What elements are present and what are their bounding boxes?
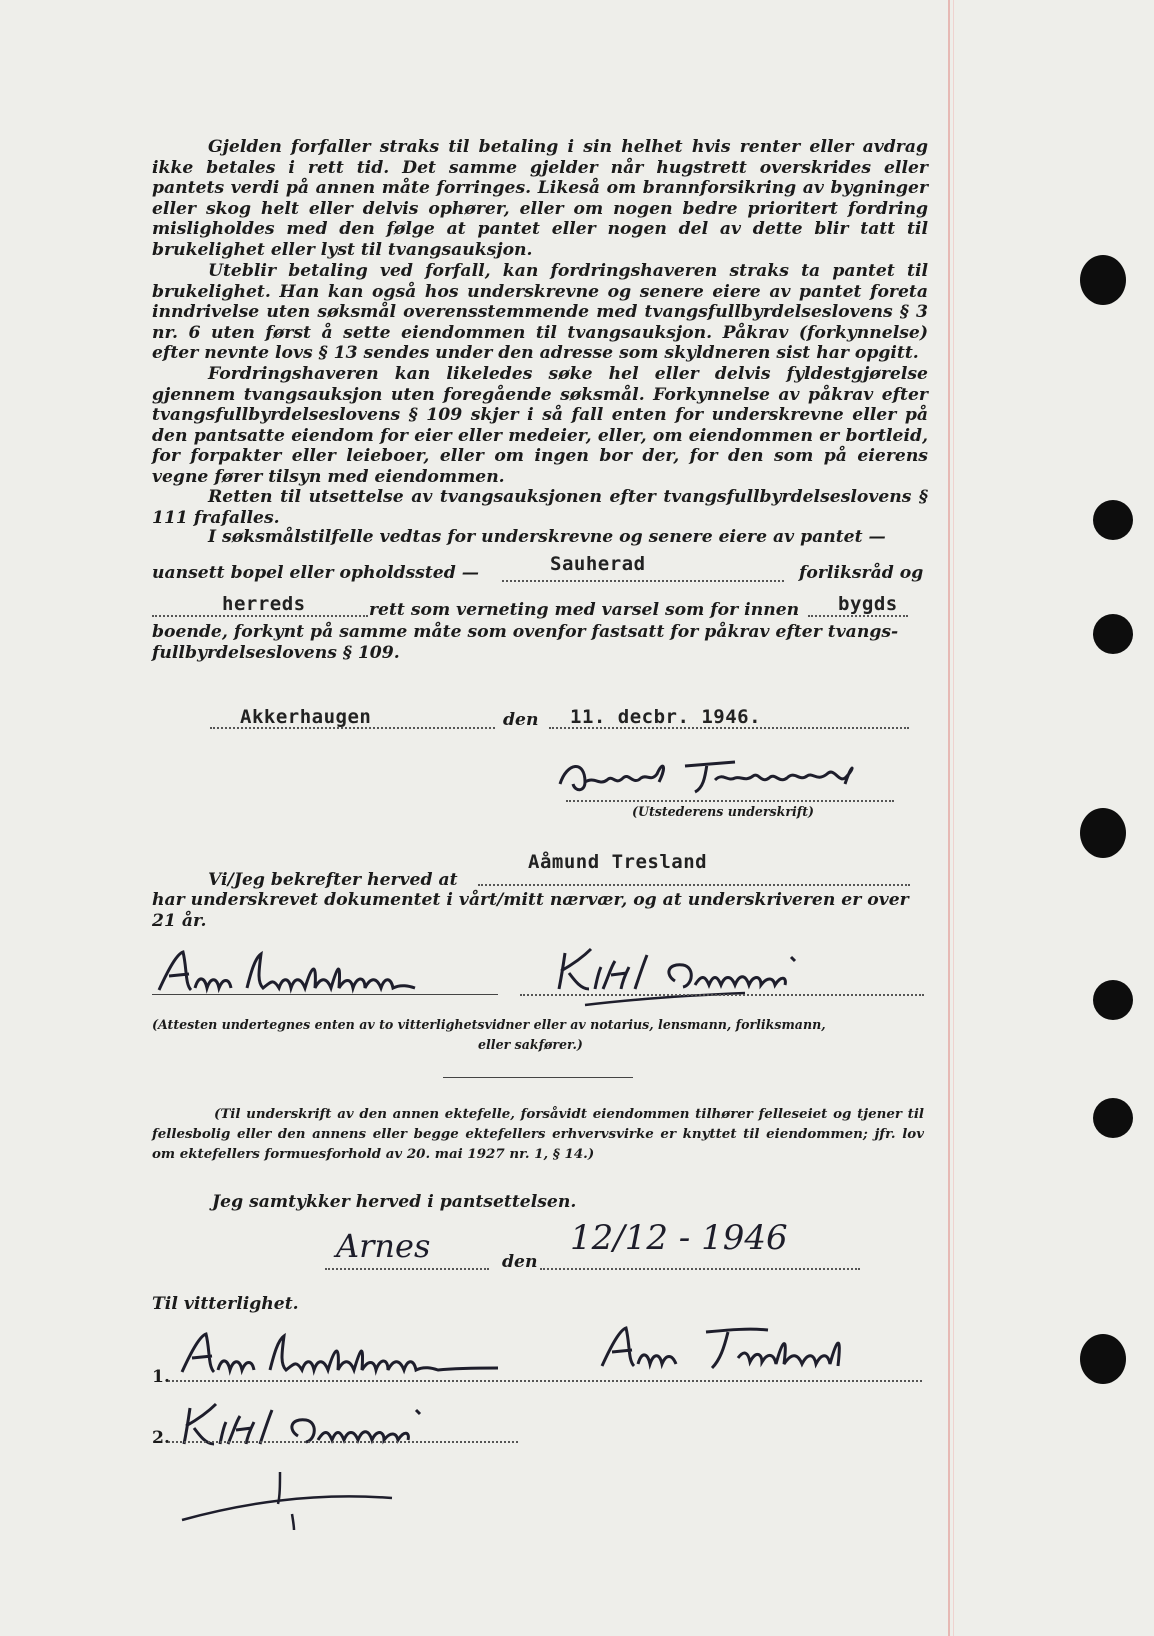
- witness-1-signature-b: [598, 1322, 898, 1382]
- stray-pen-mark: [180, 1460, 410, 1530]
- witness-number-1: 1.: [152, 1367, 170, 1387]
- consent-place-handwritten: Arnes: [336, 1227, 431, 1265]
- punch-hole: [1093, 1098, 1133, 1138]
- witness-signature-2: [555, 945, 895, 1005]
- confirmed-signer-name: Aåmund Tresland: [528, 851, 708, 873]
- venue-line-3: rett som verneting med varsel som for innen: [369, 600, 800, 620]
- witness-number-2: 2.: [152, 1428, 170, 1448]
- punch-hole: [1080, 1334, 1126, 1384]
- attestation-note-2: eller sakfører.): [478, 1037, 583, 1052]
- consent-text: Jeg samtykker herved i pantsettelsen.: [212, 1192, 577, 1212]
- venue-line-5: fullbyrdelseslovens § 109.: [152, 643, 400, 663]
- paragraph-default: Gjelden forfaller straks til betaling i sin helhet hvis renter eller avdrag ikke betales i rett tid. Det samme gjelder når hugstrett overskrides eller pantets verdi på annen måte forringes. Likeså om brannforsikring av bygninger eller skog helt eller delvis ophører, eller om nogen bedre prioritert fordring misligholdes med den følge at pantet eller nogen del av dette blir tatt til brukelighet eller lyst til tvangsauksjon.: [152, 137, 928, 260]
- fill-line: [478, 884, 910, 886]
- paragraph-enforcement: Uteblir betaling ved forfall, kan fordringshaveren straks ta pantet til brukelighet. Han kan også hos underskrevne og senere eiere av pantet foreta inndrivelse uten søksmål overensstemmende med tvangsfullbyrdelseslovens § 3 nr. 6 uten først å sette eiendommen til tvangsauksjon. Påkrav (forkynnelse) efter nevnte lovs § 13 sendes under den adresse som skyldneren sist har opgitt.: [152, 261, 928, 364]
- confirm-line-3: 21 år.: [152, 911, 207, 931]
- district-type: herreds: [222, 593, 306, 615]
- signature-line: [566, 800, 894, 802]
- witness-signature-1: [155, 948, 515, 998]
- attestation-note-1: (Attesten undertegnes enten av to vitterlighetsvidner eller av notarius, lensmann, forliksmann,: [152, 1017, 826, 1032]
- punch-hole: [1093, 500, 1133, 540]
- section-divider: [443, 1077, 633, 1078]
- venue-line-1: I søksmålstilfelle vedtas for underskrevne og senere eiere av pantet —: [208, 527, 886, 547]
- confirm-line-2: har underskrevet dokumentet i vårt/mitt nærvær, og at underskriveren er over: [152, 890, 909, 910]
- resident-type: bygds: [838, 593, 898, 615]
- punch-hole: [1093, 614, 1133, 654]
- date-value: 11. decbr. 1946.: [570, 706, 762, 728]
- spouse-note: (Til underskrift av den annen ektefelle, forsåvidt eiendommen tilhører felleseiet og tjener til fellesbolig eller den annens eller begge ektefellers erhvervsvirke er knyttet til eiendommen; jfr. lov om ektefellers formuesforhold av 20. mai 1927 nr. 1, § 14.): [152, 1106, 924, 1162]
- witness-label: Til vitterlighet.: [152, 1294, 299, 1314]
- punch-hole: [1080, 255, 1126, 305]
- punch-hole: [1080, 808, 1126, 858]
- witness-1-signature-a: [178, 1330, 538, 1380]
- confirm-prefix: Vi/Jeg bekrefter herved at: [208, 870, 458, 890]
- fill-line: [152, 615, 368, 617]
- consent-date-handwritten: 12/12 - 1946: [570, 1218, 788, 1258]
- fill-line: [540, 1268, 860, 1270]
- venue-line-4: boende, forkynt på samme måte som ovenfor fastsatt for påkrav efter tvangs-: [152, 622, 899, 642]
- place-value: Akkerhaugen: [240, 706, 372, 728]
- punch-hole: [1093, 980, 1133, 1020]
- consent-den-label: den: [502, 1252, 538, 1272]
- issuer-signature: [555, 752, 935, 802]
- venue-line-2-suffix: forliksråd og: [799, 563, 924, 583]
- signature-line: [152, 994, 498, 995]
- signature-line: [520, 994, 924, 996]
- paragraph-auction: Fordringshaveren kan likeledes søke hel eller delvis fyldestgjørelse gjennem tvangsauksjon uten foregående søksmål. Forkynnelse av påkrav efter tvangsfullbyrdelseslovens § 109 skjer i så fall enten for underskrevne eller på den pantsatte eiendom for eier eller medeier, eller, om eiendommen er bortleid, for forpakter eller leieboer, eller om ingen bor der, for den som på eierens vegne fører tilsyn med eiendommen.: [152, 364, 928, 487]
- den-label: den: [503, 710, 539, 730]
- paragraph-postponement: Retten til utsettelse av tvangsauksjonen efter tvangsfullbyrdelseslovens § 111 frafalles.: [152, 487, 928, 528]
- margin-rule: [948, 0, 950, 1636]
- fill-line: [325, 1268, 489, 1270]
- fill-line: [808, 615, 908, 617]
- margin-rule-inner: [953, 0, 954, 1636]
- signature-line: [168, 1441, 518, 1443]
- issuer-caption: (Utstederens underskrift): [632, 804, 814, 819]
- fill-line: [502, 580, 784, 582]
- signature-line: [168, 1380, 922, 1382]
- court-name: Sauherad: [550, 553, 646, 575]
- venue-line-2-prefix: uansett bopel eller opholdssted —: [152, 563, 479, 583]
